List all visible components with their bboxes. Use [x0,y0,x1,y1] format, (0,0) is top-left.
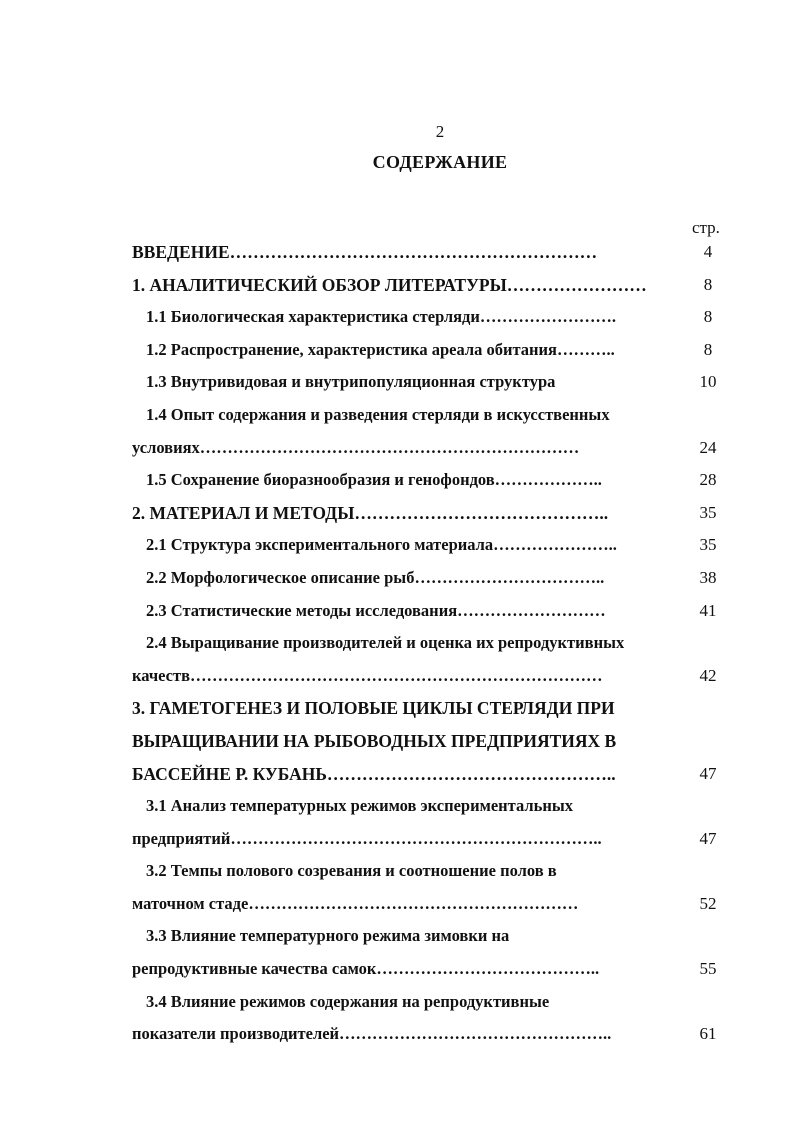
toc-entry-title: 2. МАТЕРИАЛ И МЕТОДЫ…………………………………….. [132,502,609,523]
toc-entry-section-1-4-line-2 [132,432,722,465]
page-column-header: стр. [692,218,720,237]
page-title: СОДЕРЖАНИЕ [372,152,508,172]
toc-entry-section-2-4-line-1 [132,627,722,660]
toc-entry-title: 2.1 Структура экспериментального материала………………….. [146,535,617,555]
toc-entry-page: 52 [699,893,717,913]
toc-entry-page: 4 [703,242,713,261]
toc-entry-title: ВЫРАЩИВАНИИ НА РЫБОВОДНЫХ ПРЕДПРИЯТИЯХ В [132,730,617,751]
toc-entry-section-3-2-line-2 [132,888,722,921]
toc-entry-page: 10 [699,372,717,392]
toc-entry-chapter-3-line-1 [132,692,722,725]
toc-entry-page: 8 [703,307,713,327]
toc-entry-title: 1.2 Распространение, характеристика ареала обитания……….. [146,339,615,359]
table-of-contents [132,236,722,1051]
toc-entry-page: 35 [699,535,717,555]
toc-entry-title: 3.2 Темпы полового созревания и соотношение полов в [146,861,557,881]
toc-entry-title: показатели производителей………………………………………….. [132,1024,612,1044]
toc-entry-section-3-2-line-1 [132,855,722,888]
toc-entry-title: 1.1 Биологическая характеристика стерляди……………………. [146,307,616,327]
toc-entry-section-1-3 [132,366,722,399]
toc-entry-page: 47 [699,763,717,783]
toc-entry-chapter-3-line-3 [132,758,722,791]
toc-entry-page: 38 [699,567,717,587]
toc-entry-title: качеств………………………………………………………………… [132,665,603,685]
toc-entry-title: 1. АНАЛИТИЧЕСКИЙ ОБЗОР ЛИТЕРАТУРЫ…………………… [132,274,647,295]
toc-entry-title: 3.3 Влияние температурного режима зимовки на [146,926,510,946]
toc-entry-section-1-4-line-1 [132,399,722,432]
toc-entry-section-2-1 [132,529,722,562]
toc-entry-page: 8 [703,274,713,294]
toc-entry-section-1-1 [132,301,722,334]
toc-entry-title: 2.2 Морфологическое описание рыб…………………………….. [146,567,605,587]
toc-entry-page: 55 [699,959,717,979]
toc-entry-section-2-3 [132,595,722,628]
toc-entry-section-3-3-line-2 [132,953,722,986]
toc-entry-section-3-1-line-1 [132,790,722,823]
toc-entry-section-3-4-line-2 [132,1018,722,1051]
toc-entry-title: 3. ГАМЕТОГЕНЕЗ И ПОЛОВЫЕ ЦИКЛЫ СТЕРЛЯДИ ПРИ [132,698,615,719]
toc-entry-title: условиях…………………………………………………………… [132,437,580,457]
toc-entry-title: маточном стаде…………………………………………………… [132,893,579,913]
toc-entry-section-2-2 [132,562,722,595]
toc-entry-page: 28 [699,470,717,490]
toc-entry-page: 8 [703,339,713,359]
toc-entry-page: 24 [699,437,717,457]
toc-entry-title: 1.4 Опыт содержания и разведения стерляди в искусственных [146,404,610,424]
toc-entry-chapter-1 [132,269,722,302]
toc-entry-section-2-4-line-2 [132,660,722,693]
toc-entry-section-3-1-line-2 [132,823,722,856]
toc-entry-page: 61 [699,1024,717,1044]
toc-entry-section-1-2 [132,334,722,367]
toc-entry-title: предприятий………………………………………………………….. [132,828,602,848]
toc-entry-section-3-4-line-1 [132,986,722,1019]
toc-entry-title: репродуктивные качества самок………………………………….. [132,959,600,979]
toc-entry-section-3-3-line-1 [132,920,722,953]
toc-entry-title: ВВЕДЕНИЕ……………………………………………………… [132,242,598,262]
toc-entry-title: 3.4 Влияние режимов содержания на репродуктивные [146,991,550,1011]
toc-entry-title: 2.4 Выращивание производителей и оценка их репродуктивных [146,633,625,653]
toc-entry-page: 35 [699,502,717,522]
toc-entry-title: 1.3 Внутривидовая и внутрипопуляционная структура [146,372,556,392]
toc-entry-title: 2.3 Статистические методы исследования……………………… [146,600,606,620]
page-number: 2 [435,122,445,141]
toc-entry-title: 3.1 Анализ температурных режимов экспериментальных [146,796,573,816]
toc-entry-page: 42 [699,665,717,685]
toc-entry-chapter-3-line-2 [132,725,722,758]
toc-entry-page: 47 [699,828,717,848]
toc-entry-title: 1.5 Сохранение биоразнообразия и генофондов……………….. [146,470,602,490]
toc-entry-introduction [132,236,722,269]
toc-entry-section-1-5 [132,464,722,497]
toc-entry-chapter-2 [132,497,722,530]
toc-entry-page: 41 [699,600,717,620]
toc-entry-title: БАССЕЙНЕ Р. КУБАНЬ………………………………………….. [132,763,616,784]
